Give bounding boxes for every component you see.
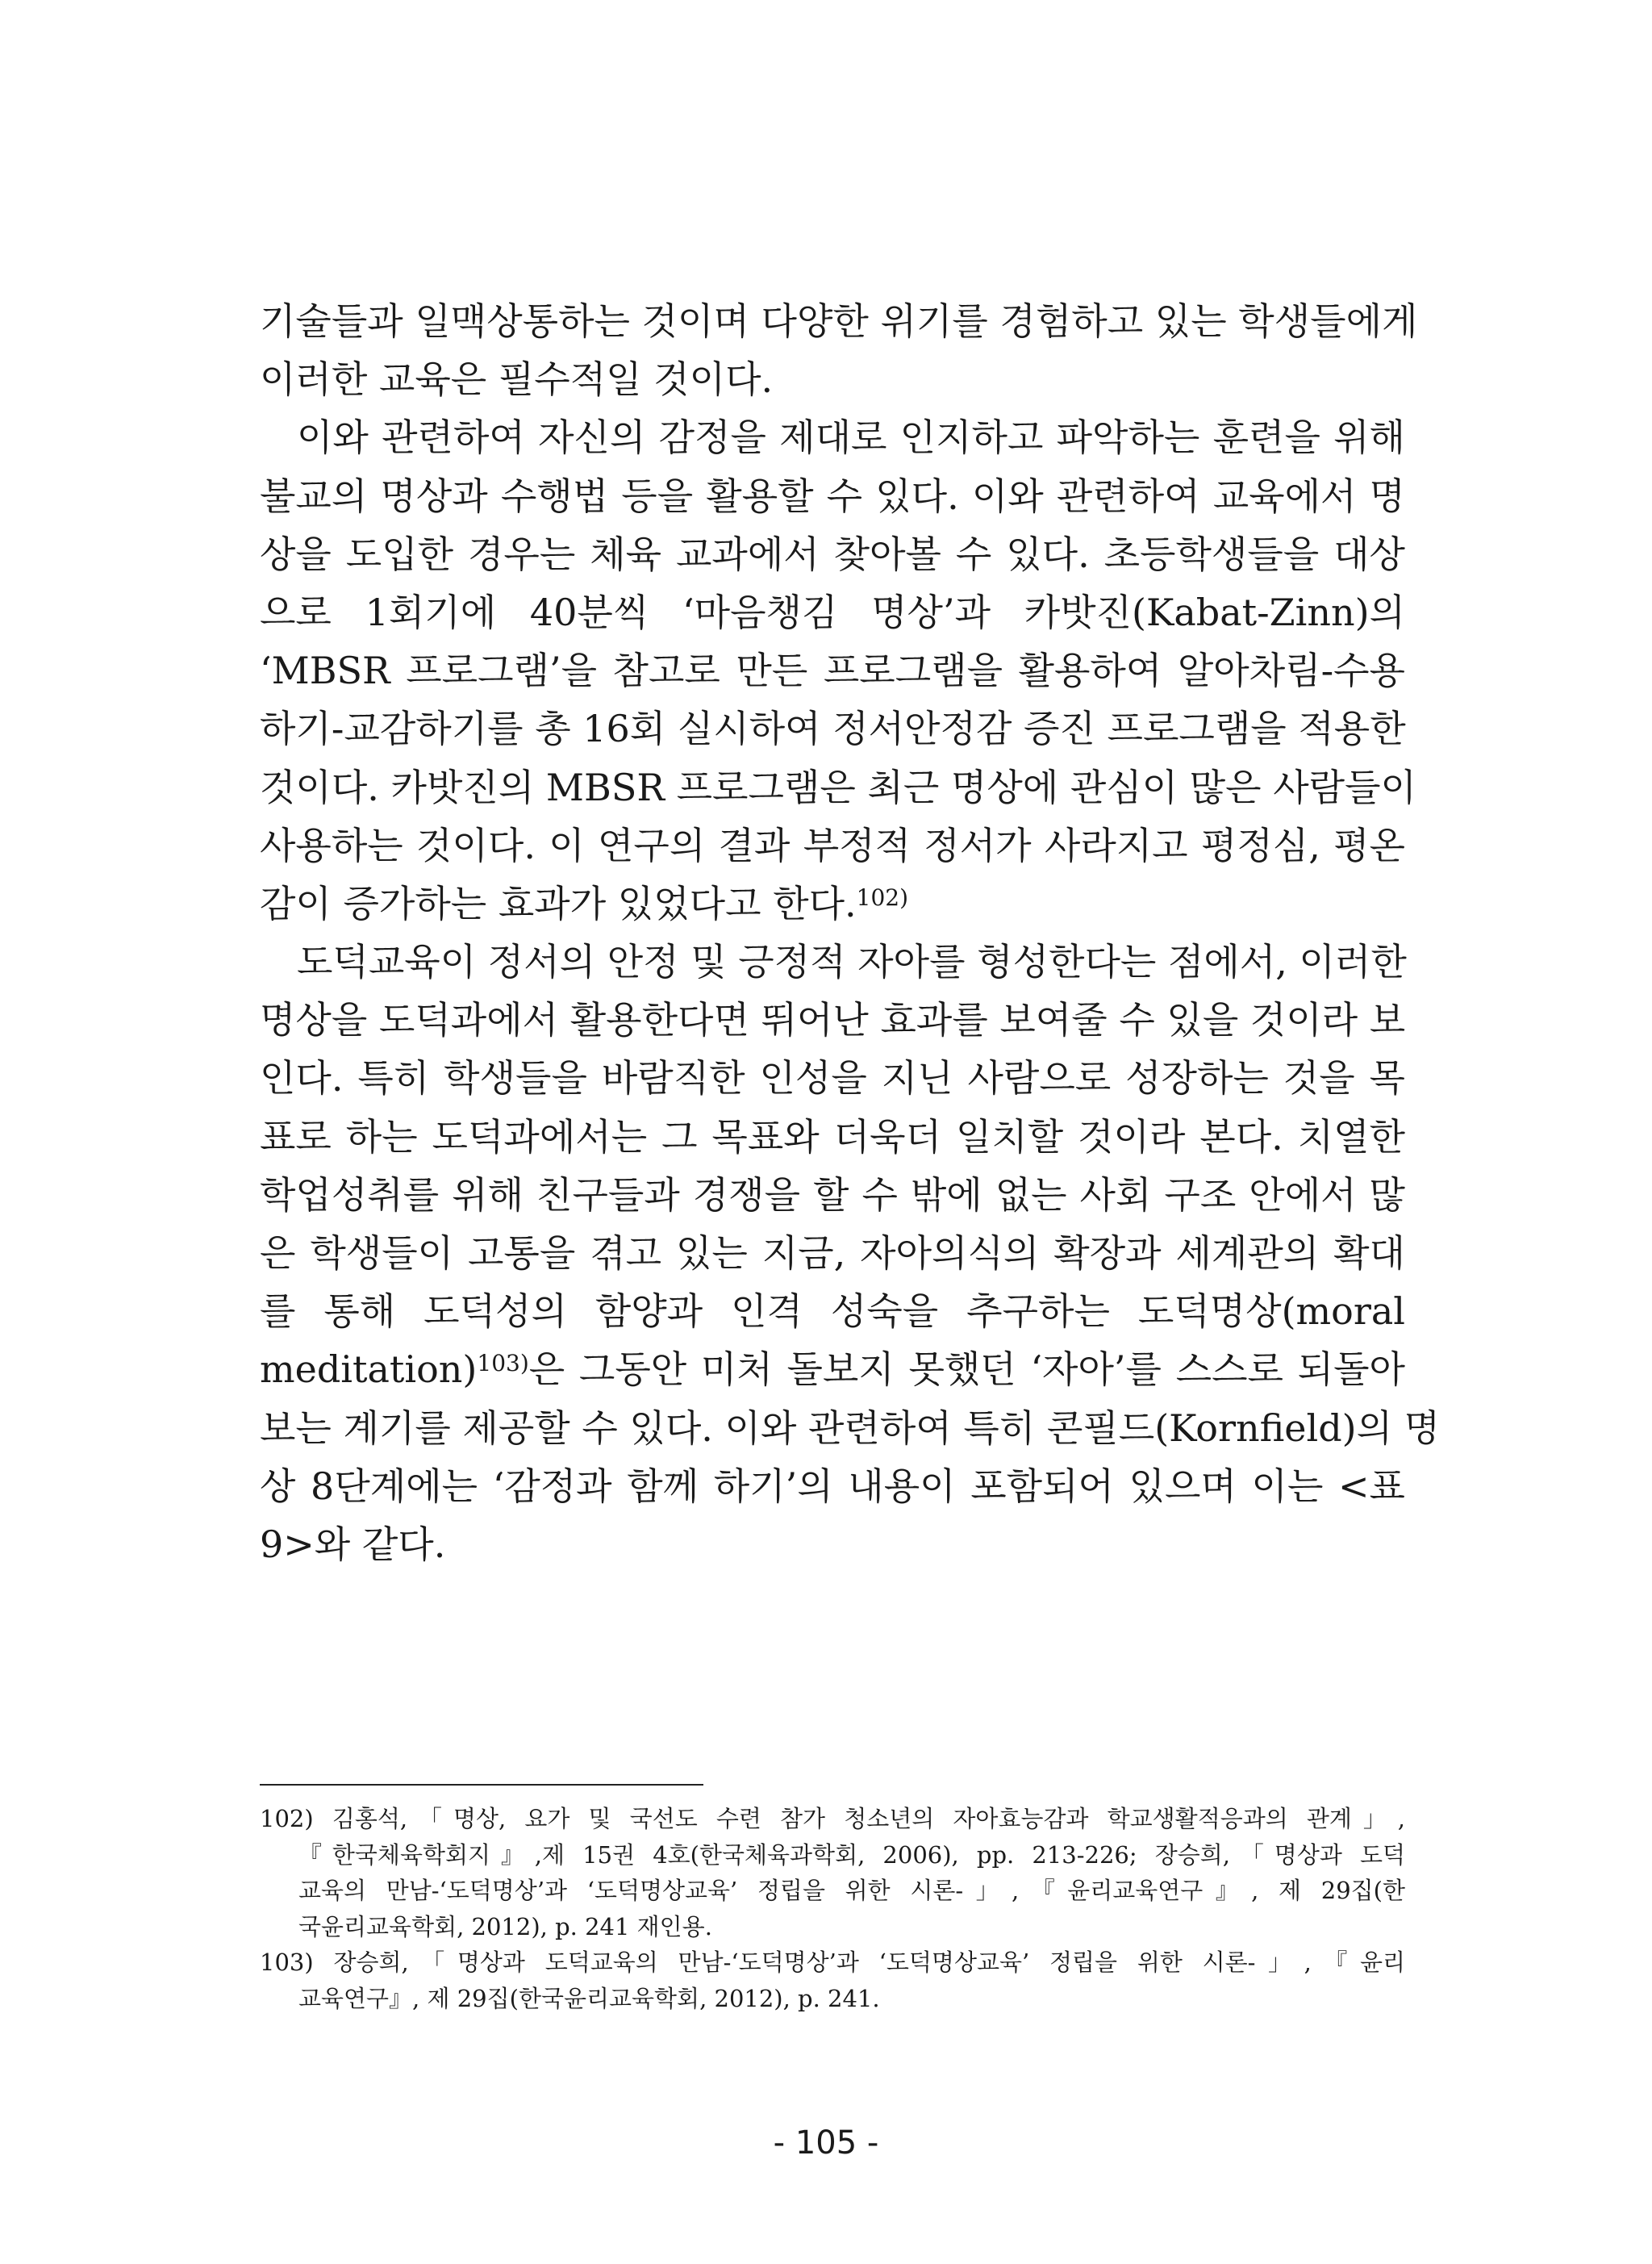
footnote-line: 교육연구』, 제 29집(한국윤리교육학회, 2012), p. 241.	[298, 1984, 880, 2012]
page-number: - 105 -	[773, 2124, 879, 2162]
footnote-reference-102[interactable]: 102)	[856, 883, 909, 911]
body-line: 것이다. 카밧진의 MBSR 프로그램은 최근 명상에 관심이 많은 사람들이	[260, 765, 1416, 809]
body-line: 표로 하는 도덕과에서는 그 목표와 더욱더 일치할 것이라 본다. 치열한	[260, 1114, 1405, 1159]
body-line: 9>와 같다.	[260, 1522, 446, 1566]
footnote-number: 103)	[260, 1949, 314, 1976]
body-line-text: 은 그동안 미처 돌보지 못했던 ‘자아’를 스스로 되돌아	[528, 1347, 1405, 1392]
body-line	[260, 875, 1405, 933]
footnote-line: 교육의 만남-‘도덕명상’과 ‘도덕명상교육’ 정립을 위한 시론-」,『윤리교육연구』, 제 29집(한	[298, 1877, 1405, 1904]
footnotes	[260, 1801, 1405, 2016]
body-line: 사용하는 것이다. 이 연구의 결과 부정적 정서가 사라지고 평정심, 평온	[260, 823, 1405, 867]
footnote-line: 『한국체육학회지』,제 15권 4호(한국체육과학회, 2006), pp. 213-226; 장승희,「명상과 도덕	[298, 1840, 1405, 1869]
body-line: 도덕교육이 정서의 안정 및 긍정적 자아를 형성한다는 점에서, 이러한	[297, 940, 1407, 984]
body-line: 를 통해 도덕성의 함양과 인격 성숙을 추구하는 도덕명상(moral	[260, 1289, 1405, 1334]
body-line	[260, 1340, 1405, 1398]
body-line: 불교의 명상과 수행법 등을 활용할 수 있다. 이와 관련하여 교육에서 명	[260, 474, 1405, 518]
footnote-text: 김홍석,「명상, 요가 및 국선도 수련 참가 청소년의 자아효능감과 학교생활적응과의 관계」,	[332, 1805, 1405, 1832]
body-line-text: 감이 증가하는 효과가 있었다고 한다.	[260, 881, 857, 925]
footnote-number: 102)	[260, 1805, 314, 1832]
footnote-divider	[260, 1784, 703, 1786]
body-line: ‘MBSR 프로그램’을 참고로 만든 프로그램을 활용하여 알아차림-수용	[260, 649, 1405, 693]
body-line: 이와 관련하여 자신의 감정을 제대로 인지하고 파악하는 훈련을 위해	[297, 416, 1405, 460]
body-line: 은 학생들이 고통을 겪고 있는 지금, 자아의식의 확장과 세계관의 확대	[260, 1231, 1405, 1275]
footnote-103	[260, 1944, 1405, 1981]
body-line: 기술들과 일맥상통하는 것이며 다양한 위기를 경험하고 있는 학생들에게	[260, 299, 1418, 343]
footnote-line: 국윤리교육학회, 2012), p. 241 재인용.	[298, 1912, 712, 1940]
footnote-text: 장승희,「명상과 도덕교육의 만남-‘도덕명상’과 ‘도덕명상교육’ 정립을 위한 시론-」,『윤리	[333, 1949, 1405, 1976]
body-line: 명상을 도덕과에서 활용한다면 뛰어난 효과를 보여줄 수 있을 것이라 보	[260, 998, 1406, 1042]
body-line: 하기-교감하기를 총 16회 실시하여 정서안정감 증진 프로그램을 적용한	[260, 707, 1406, 751]
footnote-102	[260, 1801, 1405, 1837]
body-line: 상을 도입한 경우는 체육 교과에서 찾아볼 수 있다. 초등학생들을 대상	[260, 532, 1405, 576]
body-line-text: meditation)	[260, 1347, 478, 1392]
body-line: 이러한 교육은 필수적일 것이다.	[260, 357, 774, 402]
body-line: 학업성취를 위해 친구들과 경쟁을 할 수 밖에 없는 사회 구조 안에서 많	[260, 1172, 1405, 1217]
footnote-reference-103[interactable]: 103)	[477, 1350, 529, 1377]
body-line: 으로 1회기에 40분씩 ‘마음챙김 명상’과 카밧진(Kabat-Zinn)의	[260, 590, 1405, 634]
body-line: 보는 계기를 제공할 수 있다. 이와 관련하여 특히 콘필드(Kornfield)의 명	[260, 1406, 1441, 1450]
body-line: 인다. 특히 학생들을 바람직한 인성을 지닌 사람으로 성장하는 것을 목	[260, 1056, 1405, 1101]
body-text	[260, 292, 1441, 1573]
body-line: 상 8단계에는 ‘감정과 함께 하기’의 내용이 포함되어 있으며 이는 <표	[260, 1464, 1405, 1508]
